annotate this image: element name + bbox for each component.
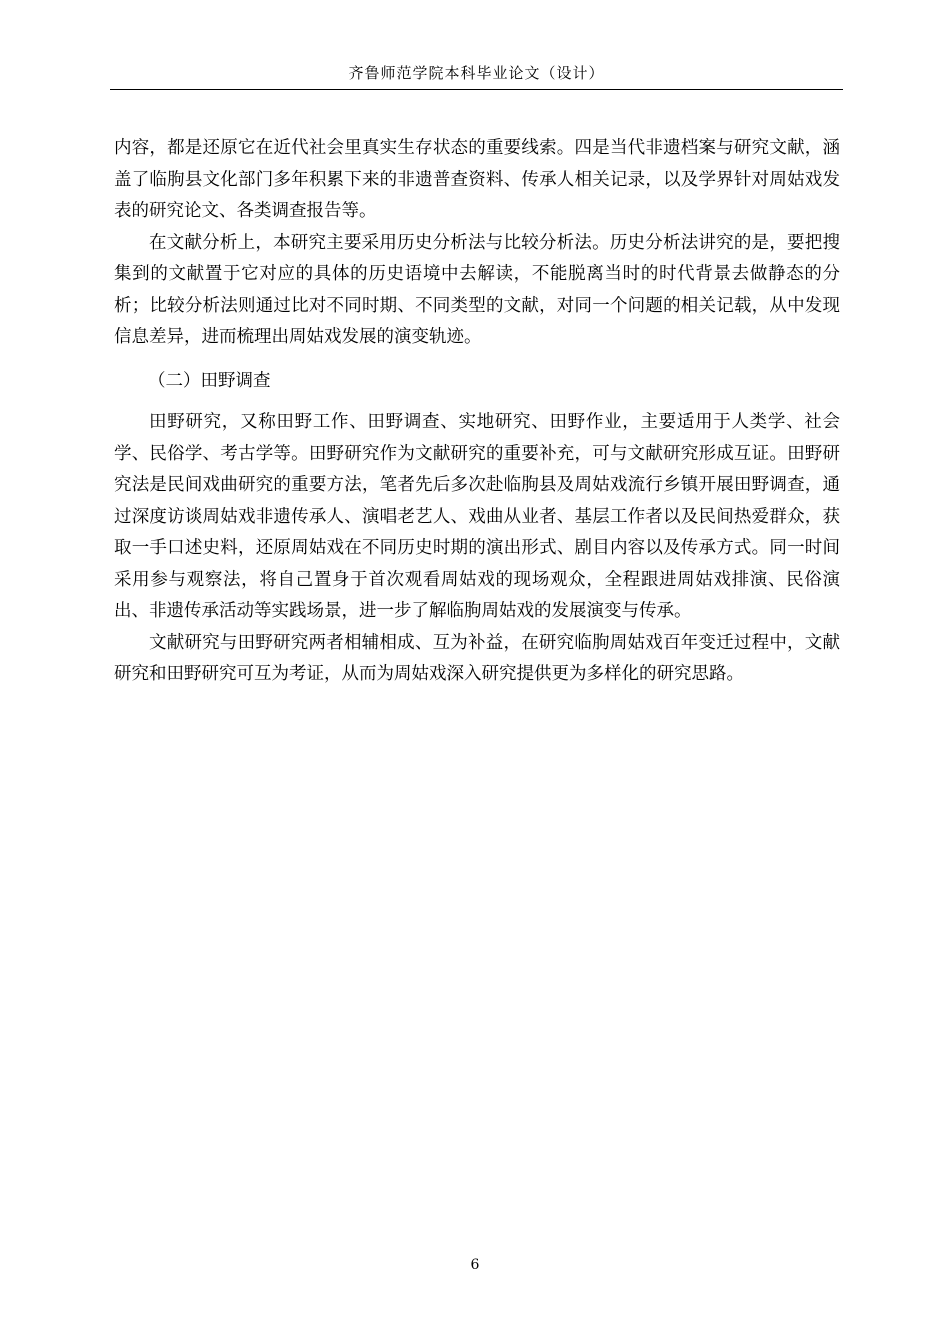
header-divider: [110, 89, 843, 90]
page-number: 6: [470, 1257, 480, 1273]
paragraph-continuation: 内容，都是还原它在近代社会里真实生存状态的重要线索。四是当代非遗档案与研究文献，涵盖了临朐县文化部门多年积累下来的非遗普查资料、传承人相关记录，以及学界针对周姑戏发表的研究论文、各类调查报告等。: [114, 138, 840, 221]
paragraph-field-research: 田野研究，又称田野工作、田野调查、实地研究、田野作业，主要适用于人类学、社会学、民俗学、考古学等。田野研究作为文献研究的重要补充，可与文献研究形成互证。田野研究法是民间戏曲研究的重要方法，笔者先后多次赴临朐县及周姑戏流行乡镇开展田野调查，通过深度访谈周姑戏非遗传承人、演唱老艺人、戏曲从业者、基层工作者以及民间热爱群众，获取一手口述史料，还原周姑戏在不同历史时期的演出形式、剧目内容以及传承方式。同一时间采用参与观察法，将自己置身于首次观看周姑戏的现场观众，全程跟进周姑戏排演、民俗演出、非遗传承活动等实践场景，进一步了解临朐周姑戏的发展演变与传承。: [114, 412, 840, 621]
page-header-title: 齐鲁师范学院本科毕业论文（设计）: [348, 64, 605, 82]
document-body: [114, 133, 840, 691]
paragraph-literature-analysis: 在文献分析上，本研究主要采用历史分析法与比较分析法。历史分析法讲究的是，要把搜集到的文献置于它对应的具体的历史语境中去解读，不能脱离当时的时代背景去做静态的分析；比较分析法则通过比对不同时期、不同类型的文献，对同一个问题的相关记载，从中发现信息差异，进而梳理出周姑戏发展的演变轨迹。: [114, 232, 840, 347]
paragraph-conclusion: 文献研究与田野研究两者相辅相成、互为补益，在研究临朐周姑戏百年变迁过程中，文献研究和田野研究可互为考证，从而为周姑戏深入研究提供更为多样化的研究思路。: [114, 632, 840, 684]
section-heading-field-research: （二）田野调查: [148, 370, 271, 391]
